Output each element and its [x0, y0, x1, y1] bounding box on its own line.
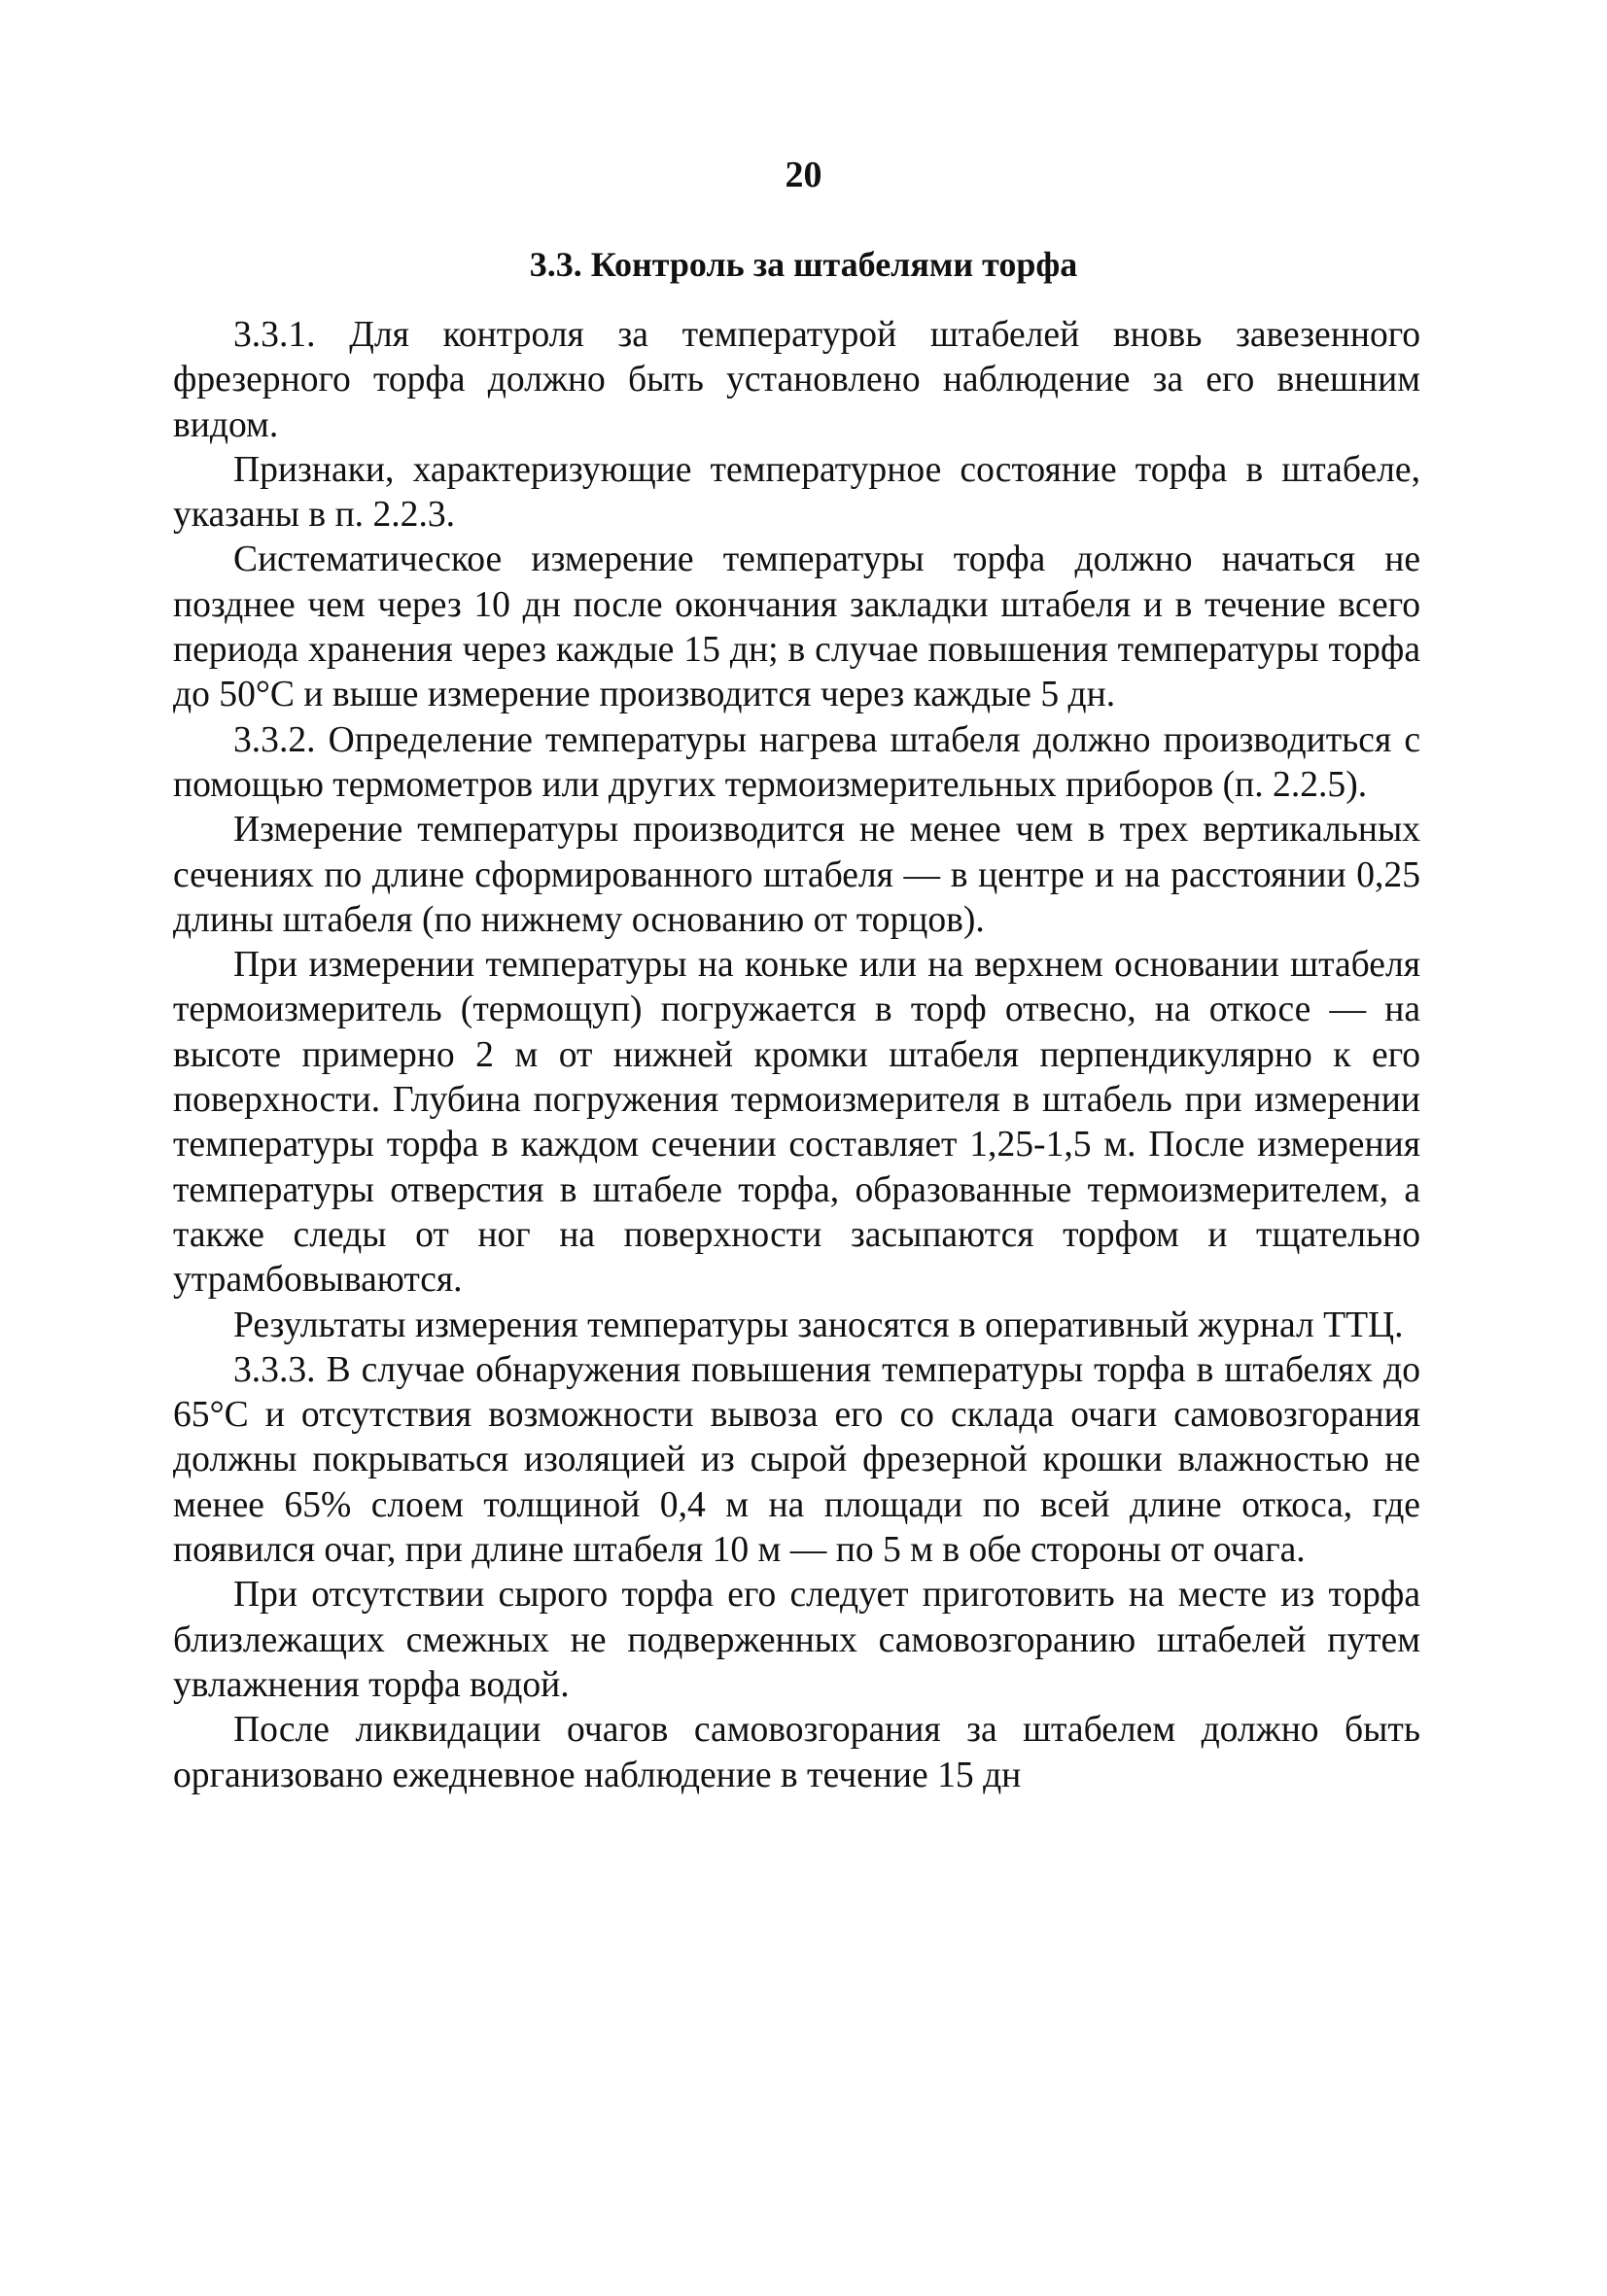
paragraph-3-3-2: 3.3.2. Определение температуры нагрева штабеля должно производиться с помощью термометров или других термоизмерительных приборов (п. 2.2.5). — [173, 719, 1420, 805]
body-text — [173, 313, 1420, 1798]
paragraph-after-liquidation: После ликвидации очагов самовозгорания за штабелем должно быть организовано ежедневное наблюдение в течение 15 дн — [173, 1710, 1420, 1795]
section-title: 3.3. Контроль за штабелями торфа — [529, 245, 1078, 284]
paragraph-3-3-1: 3.3.1. Для контроля за температурой штабелей вновь завезенного фрезерного торфа должно быть установлено наблюдение за его внешним видом. — [173, 315, 1420, 445]
paragraph-measurement-sections: Измерение температуры производится не менее чем в трех вертикальных сечениях по длине сформированного штабеля — в центре и на расстоянии 0,25 длины штабеля (по нижнему основанию от торцов). — [173, 810, 1420, 940]
paragraph-systematic-measurement: Систематическое измерение температуры торфа должно начаться не позднее чем через 10 дн после окончания закладки штабеля и в течение всего периода хранения через каждые 15 дн; в случае повышения температуры торфа до 50°С и выше измерение производится через каждые 5 дн. — [173, 539, 1420, 715]
paragraph-3-3-3: 3.3.3. В случае обнаружения повышения температуры торфа в штабелях до 65°С и отсутствия возможности вывоза его со склада очаги самовозгорания должны покрываться изоляцией из сырой фрезерной крошки влажностью не менее 65% слоем толщиной 0,4 м на площади по всей длине откоса, где появился очаг, при длине штабеля 10 м — по 5 м в обе стороны от очага. — [173, 1349, 1420, 1571]
paragraph-measurement-procedure: При измерении температуры на коньке или на верхнем основании штабеля термоизмеритель (термощуп) погружается в торф отвесно, на откосе — на высоте примерно 2 м от нижней кромки штабеля перпендикулярно к его поверхности. Глубина погружения термоизмерителя в штабель при измерении температуры торфа в каждом сечении составляет 1,25-1,5 м. После измерения температуры отверстия в штабеле торфа, образованные термоизмерителем, а также следы от ног на поверхности засыпаются торфом и тщательно утрамбовываются. — [173, 945, 1420, 1301]
paragraph-wet-peat: При отсутствии сырого торфа его следует приготовить на месте из торфа близлежащих смежных не подверженных самовозгоранию штабелей путем увлажнения торфа водой. — [173, 1575, 1420, 1705]
paragraph-results-journal: Результаты измерения температуры заносятся в оперативный журнал ТТЦ. — [233, 1305, 1404, 1345]
paragraph-signs: Признаки, характеризующие температурное состояние торфа в штабеле, указаны в п. 2.2.3. — [173, 449, 1420, 536]
page-number: 20 — [785, 155, 822, 195]
